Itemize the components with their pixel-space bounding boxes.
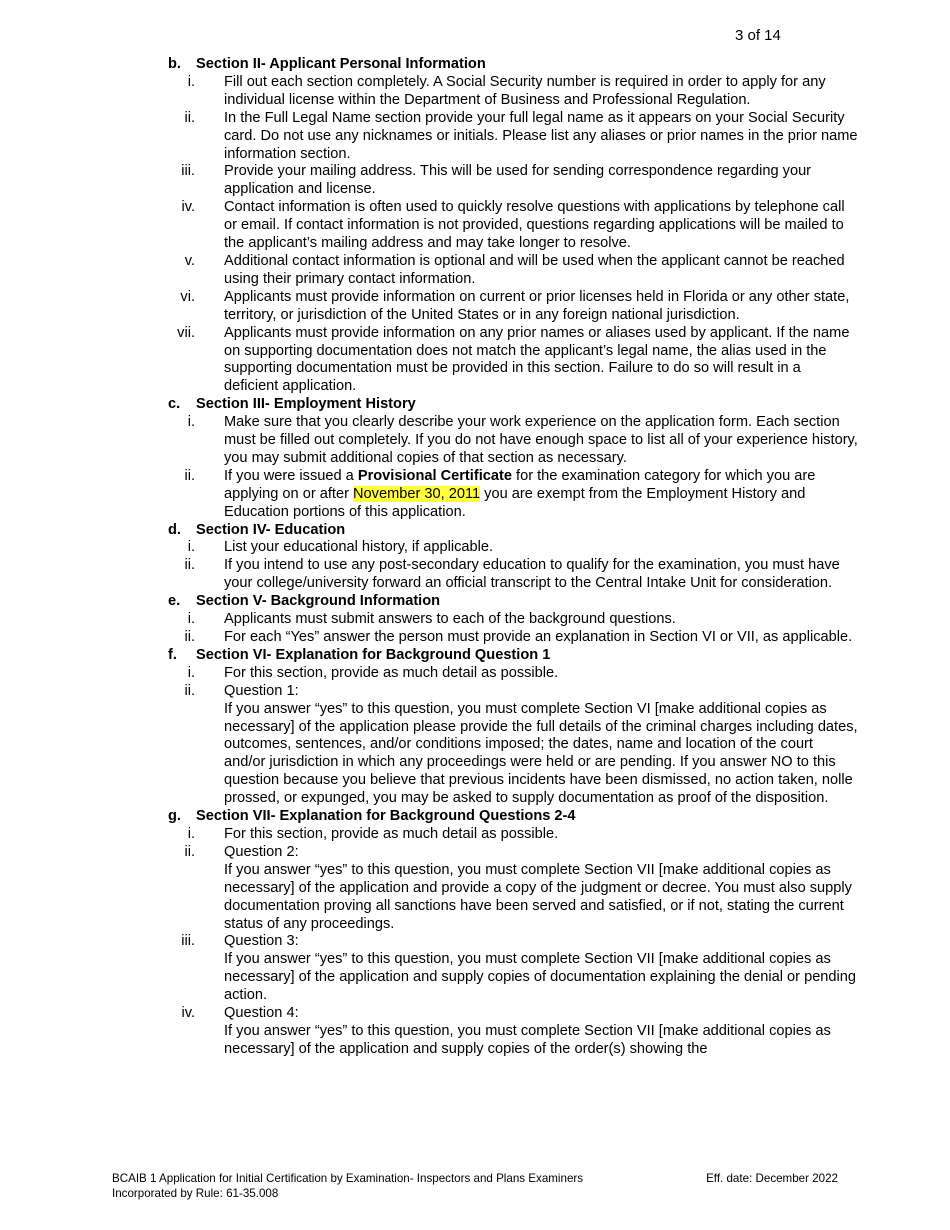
- list-item: [168, 414, 858, 468]
- page-footer: [112, 1172, 838, 1201]
- list-item: [168, 468, 858, 522]
- section-letter: g.: [168, 808, 181, 825]
- list-item: [168, 289, 858, 325]
- item-text: For this section, provide as much detail as possible.: [224, 664, 559, 681]
- item-number: i.: [187, 664, 195, 681]
- list-item: [168, 933, 858, 1005]
- provisional-certificate-term: Provisional Certificate: [357, 467, 512, 484]
- list-item: [168, 163, 858, 199]
- section-title: Section II- Applicant Personal Information: [196, 56, 486, 72]
- list-item: [168, 199, 858, 253]
- section-title: Section VI- Explanation for Background Question 1: [196, 646, 551, 663]
- item-text: Applicants must provide information on any prior names or aliases used by applicant. If the name on supporting documentation does not match the applicant’s legal name, the alias used in the supporting documentation must be provided in this section. Failure to do so will result in a deficient application.: [224, 324, 850, 395]
- item-text-c: you are exempt from the Employment History and Education portions of this application.: [224, 485, 806, 520]
- question-label: Question 4:: [224, 1005, 299, 1022]
- section-title: Section IV- Education: [196, 521, 346, 538]
- item-text: In the Full Legal Name section provide your full legal name as it appears on your Social Security card. Do not use any nicknames or initials. Please list any aliases or prior names in the prior name information section.: [224, 109, 858, 162]
- section-letter: f.: [168, 646, 177, 663]
- list-item: [168, 683, 858, 808]
- section-title: Section VII- Explanation for Background Questions 2-4: [196, 808, 576, 825]
- section-heading: [168, 396, 858, 414]
- item-number: v.: [184, 252, 195, 269]
- question-label: Question 3:: [224, 933, 299, 950]
- item-text-a: If you were issued a: [224, 467, 358, 484]
- question-label: Question 2:: [224, 843, 299, 860]
- list-item: [168, 74, 858, 110]
- footer-form-title: BCAIB 1 Application for Initial Certification by Examination- Inspectors and Plans Examiners: [112, 1172, 584, 1185]
- section-title: Section III- Employment History: [196, 396, 416, 413]
- item-number: iv.: [181, 199, 195, 216]
- question-label: Question 1:: [224, 682, 299, 699]
- item-text-b: for the examination category for which you are applying on or after: [224, 467, 816, 502]
- item-number: i.: [187, 539, 195, 556]
- highlighted-date: November 30, 2011: [353, 485, 481, 502]
- section-heading: [168, 56, 858, 74]
- item-text: If you answer “yes” to this question, you must complete Section VII [make additional copies as necessary] of the application and supply copies of the order(s) showing the: [224, 1022, 831, 1057]
- list-item: [168, 325, 858, 397]
- item-text: Applicants must provide information on current or prior licenses held in Florida or any other state, territory, or jurisdiction of the United States or in any foreign national jurisdiction.: [224, 288, 850, 323]
- section-heading: [168, 647, 858, 665]
- footer-effective-date: Eff. date: December 2022: [706, 1172, 838, 1185]
- section-heading: [168, 522, 858, 540]
- item-text: If you answer “yes” to this question, you must complete Section VI [make additional copies as necessary] of the application please provide the full details of the criminal charges including dates, outcomes, sentences, and/or conditions imposed; the dates, name and location of the court and/or jurisdiction in which any proceedings were held or are pending. If you answer NO to this question because you believe that previous incidents have been dismissed, no action taken, nolle prossed, or expunged, you may be asked to supply documentation as proof of the disposition.: [224, 700, 858, 807]
- item-number: ii.: [184, 109, 195, 126]
- item-text: Contact information is often used to quickly resolve questions with applications by telephone call or email. If contact information is not provided, questions regarding applications will be mailed to the applicant’s mailing address and may take longer to resolve.: [224, 199, 845, 252]
- list-item: [168, 611, 858, 629]
- list-item: [168, 629, 858, 647]
- item-text: If you intend to use any post-secondary education to qualify for the examination, you must have your college/university forward an official transcript to the Central Intake Unit for consideration.: [224, 557, 840, 592]
- page-number: 3 of 14: [735, 27, 781, 44]
- item-number: ii.: [184, 682, 195, 699]
- item-number: iv.: [181, 1005, 195, 1022]
- section-letter: d.: [168, 521, 181, 538]
- list-item: [168, 557, 858, 593]
- item-number: i.: [187, 414, 195, 431]
- list-item: [168, 826, 858, 844]
- list-item: [168, 665, 858, 683]
- item-number: iii.: [181, 163, 195, 180]
- section-title: Section V- Background Information: [196, 593, 441, 610]
- item-number: iii.: [181, 933, 195, 950]
- list-item: [168, 253, 858, 289]
- section-letter: e.: [168, 593, 181, 610]
- section-heading: [168, 593, 858, 611]
- list-item: [168, 844, 858, 934]
- item-text: List your educational history, if applicable.: [224, 539, 494, 556]
- item-number: i.: [187, 825, 195, 842]
- item-number: i.: [187, 73, 195, 90]
- document-body: [168, 56, 858, 1059]
- item-text: Fill out each section completely. A Social Security number is required in order to apply for any individual license within the Department of Business and Professional Regulation.: [224, 73, 826, 108]
- item-text: Applicants must submit answers to each of the background questions.: [224, 611, 676, 628]
- footer-rule: Incorporated by Rule: 61-35.008: [112, 1186, 279, 1200]
- item-number: ii.: [184, 843, 195, 860]
- list-item: [168, 1005, 858, 1059]
- item-number: i.: [187, 611, 195, 628]
- list-item: [168, 110, 858, 164]
- item-text: If you answer “yes” to this question, you must complete Section VII [make additional copies as necessary] of the application and provide a copy of the judgment or decree. You must also supply documentation proving all sanctions have been served and satisfied, or if not, stating the current status of any proceedings.: [224, 861, 852, 932]
- item-number: ii.: [184, 557, 195, 574]
- item-number: ii.: [184, 629, 195, 645]
- item-number: ii.: [184, 467, 195, 484]
- item-text: For each “Yes” answer the person must provide an explanation in Section VI or VII, as applicable.: [224, 629, 853, 645]
- section-heading: [168, 808, 858, 826]
- section-letter: b.: [168, 56, 181, 72]
- item-text: Additional contact information is optional and will be used when the applicant cannot be reached using their primary contact information.: [224, 252, 845, 287]
- item-text: Provide your mailing address. This will be used for sending correspondence regarding your application and license.: [224, 163, 812, 198]
- list-item: [168, 539, 858, 557]
- item-number: vii.: [177, 324, 195, 341]
- section-letter: c.: [168, 396, 181, 413]
- item-text: Make sure that you clearly describe your work experience on the application form. Each section must be filled out completely. If you do not have enough space to list all of your experience history, you may submit additional copies of that section as necessary.: [224, 414, 858, 466]
- item-text: If you answer “yes” to this question, you must complete Section VII [make additional copies as necessary] of the application and supply copies of documentation explaining the denial or pending action.: [224, 951, 857, 1004]
- item-number: vi.: [180, 288, 195, 305]
- item-text: For this section, provide as much detail as possible.: [224, 825, 559, 842]
